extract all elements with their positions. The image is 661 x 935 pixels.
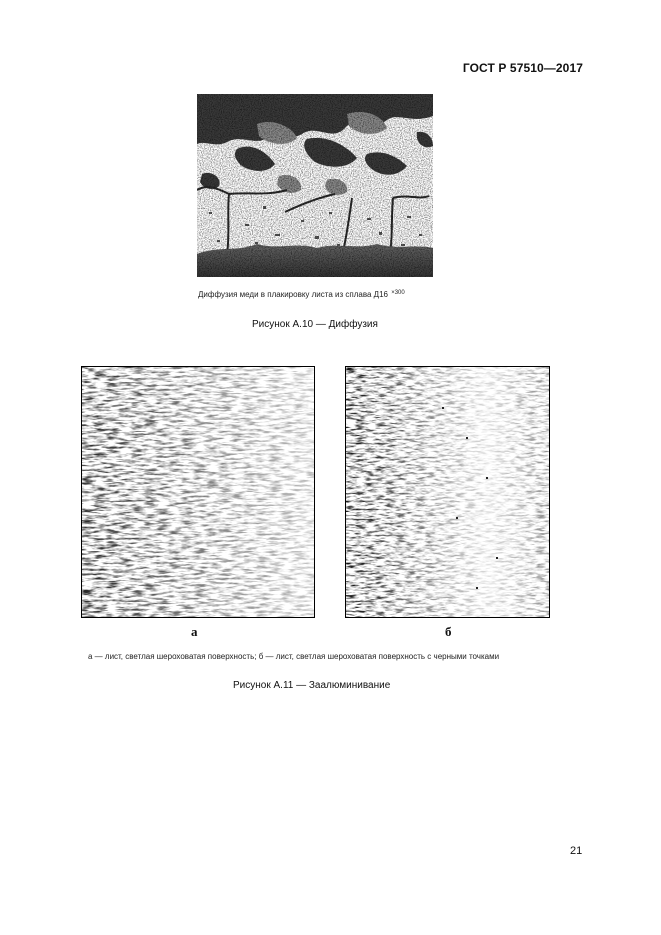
micrograph-panel-b	[345, 366, 550, 618]
figure-a11-panel-caption: а — лист, светлая шероховатая поверхность; б — лист, светлая шероховатая поверхность с черными точками	[88, 652, 500, 661]
panel-a-label: а	[191, 624, 198, 639]
panel-b-label: б	[445, 624, 452, 639]
document-standard-id: ГОСТ Р 57510—2017	[462, 61, 583, 75]
figure-a10-image-caption	[198, 290, 405, 299]
micrograph-panel-a	[81, 366, 315, 618]
image-caption-text: Диффузия меди в плакировку листа из сплава Д16	[198, 290, 388, 299]
figure-a10-title: Рисунок А.10 — Диффузия	[252, 319, 378, 330]
page-number: 21	[570, 845, 583, 857]
micrograph-diffusion-image	[197, 94, 433, 277]
figure-a11-title: Рисунок А.11 — Заалюминивание	[233, 680, 391, 691]
magnification-label: ×300	[391, 290, 405, 296]
